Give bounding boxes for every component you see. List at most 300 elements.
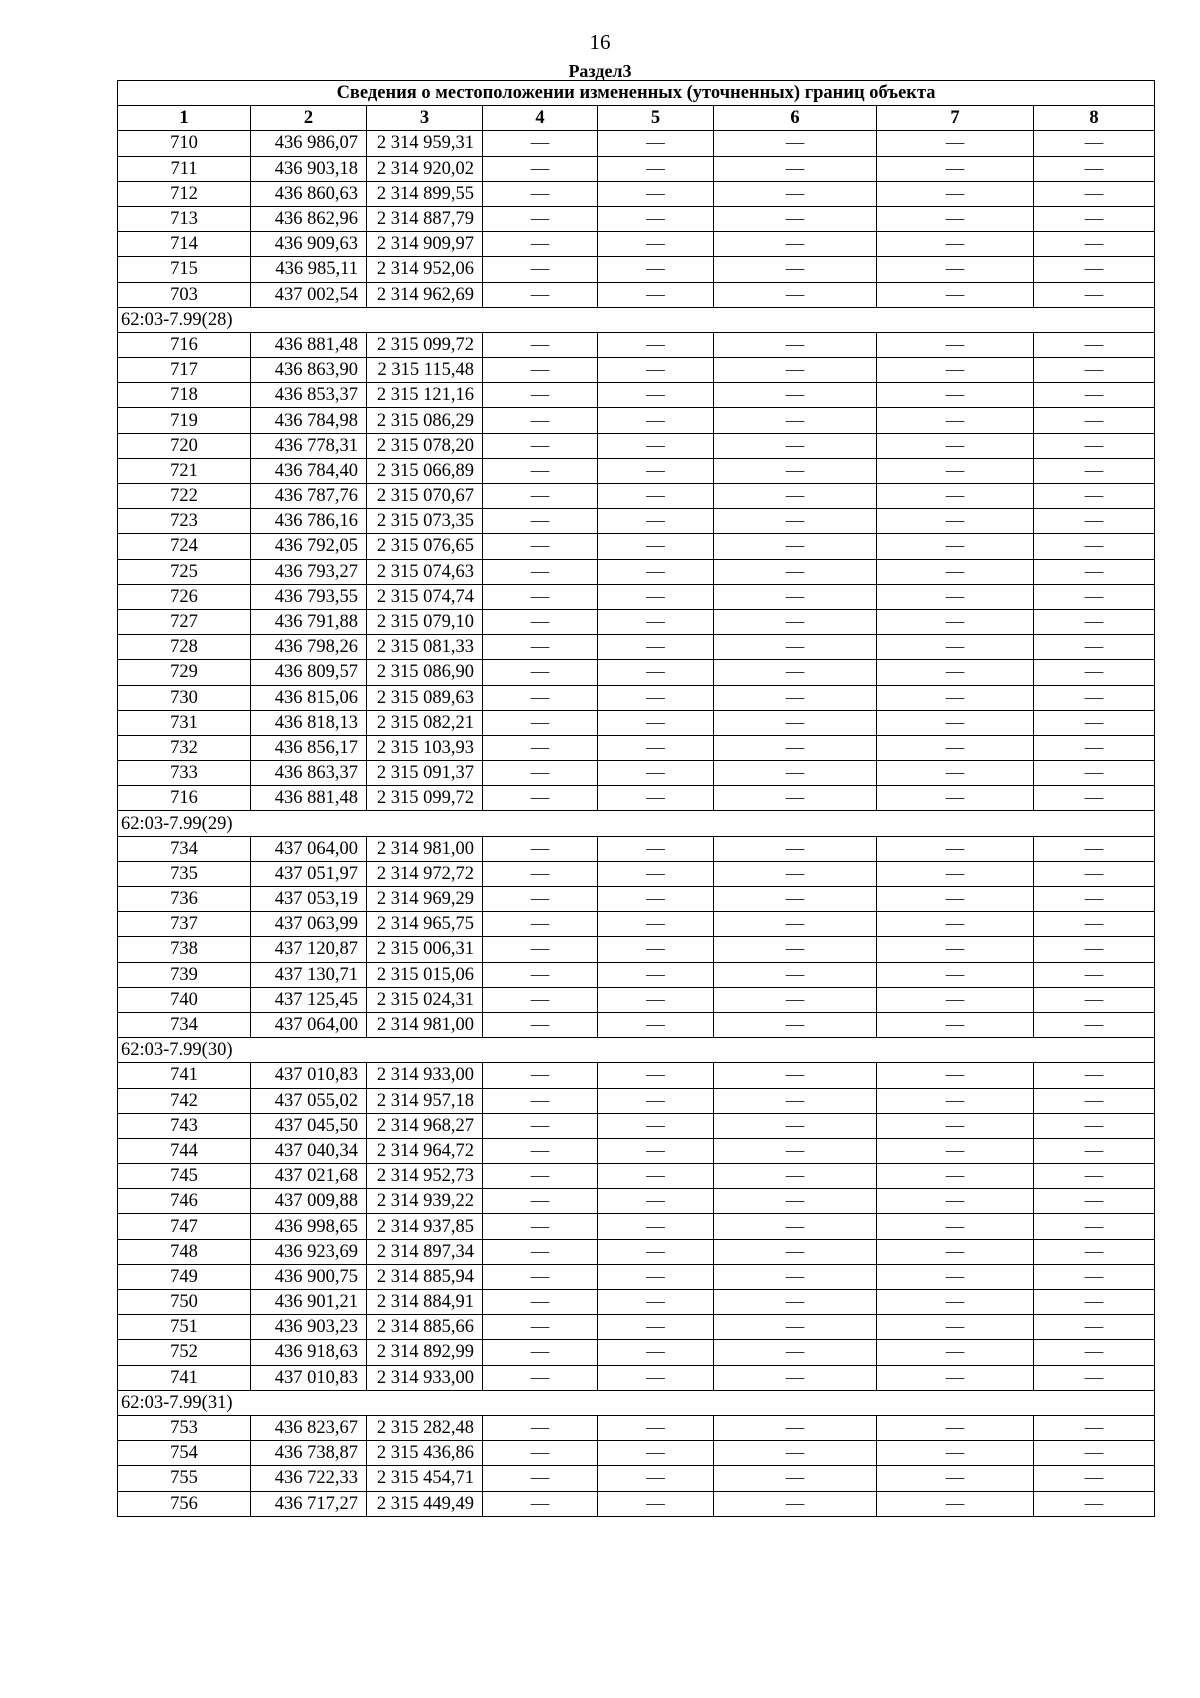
empty-value-dash: —	[877, 1138, 1034, 1163]
empty-value-dash: —	[598, 1164, 714, 1189]
table-row	[118, 1466, 1155, 1491]
empty-value-dash: —	[598, 232, 714, 257]
coord-x: 437 010,83	[251, 1365, 367, 1390]
coord-y: 2 314 885,94	[367, 1264, 483, 1289]
coord-y: 2 315 091,37	[367, 761, 483, 786]
empty-value-dash: —	[483, 1113, 598, 1138]
coord-y: 2 314 981,00	[367, 836, 483, 861]
empty-value-dash: —	[598, 332, 714, 357]
empty-value-dash: —	[877, 1315, 1034, 1340]
point-number: 734	[118, 836, 251, 861]
empty-value-dash: —	[714, 1214, 877, 1239]
point-number: 742	[118, 1088, 251, 1113]
empty-value-dash: —	[483, 1290, 598, 1315]
coord-y: 2 315 086,90	[367, 660, 483, 685]
table-row	[118, 1214, 1155, 1239]
point-number: 747	[118, 1214, 251, 1239]
empty-value-dash: —	[714, 131, 877, 156]
empty-value-dash: —	[598, 1138, 714, 1163]
point-number: 726	[118, 584, 251, 609]
empty-value-dash: —	[1034, 912, 1155, 937]
section-label: Раздел3	[568, 61, 632, 81]
point-number: 743	[118, 1113, 251, 1138]
empty-value-dash: —	[714, 1063, 877, 1088]
empty-value-dash: —	[877, 1063, 1034, 1088]
empty-value-dash: —	[1034, 458, 1155, 483]
empty-value-dash: —	[877, 232, 1034, 257]
empty-value-dash: —	[877, 534, 1034, 559]
empty-value-dash: —	[877, 408, 1034, 433]
empty-value-dash: —	[598, 1290, 714, 1315]
empty-value-dash: —	[1034, 1340, 1155, 1365]
point-number: 727	[118, 609, 251, 634]
empty-value-dash: —	[598, 1113, 714, 1138]
empty-value-dash: —	[714, 887, 877, 912]
empty-value-dash: —	[877, 635, 1034, 660]
coord-x: 436 818,13	[251, 710, 367, 735]
empty-value-dash: —	[714, 509, 877, 534]
empty-value-dash: —	[483, 433, 598, 458]
coord-x: 437 063,99	[251, 912, 367, 937]
coord-x: 436 784,40	[251, 458, 367, 483]
empty-value-dash: —	[1034, 559, 1155, 584]
point-number: 716	[118, 786, 251, 811]
table-row	[118, 156, 1155, 181]
coord-y: 2 314 892,99	[367, 1340, 483, 1365]
empty-value-dash: —	[483, 1491, 598, 1516]
coord-x: 437 064,00	[251, 836, 367, 861]
empty-value-dash: —	[877, 1239, 1034, 1264]
empty-value-dash: —	[877, 1012, 1034, 1037]
empty-value-dash: —	[1034, 584, 1155, 609]
point-number: 732	[118, 735, 251, 760]
empty-value-dash: —	[483, 206, 598, 231]
empty-value-dash: —	[483, 584, 598, 609]
empty-value-dash: —	[714, 1441, 877, 1466]
coord-x: 437 051,97	[251, 861, 367, 886]
table-row	[118, 408, 1155, 433]
coord-x: 436 815,06	[251, 685, 367, 710]
empty-value-dash: —	[877, 1189, 1034, 1214]
empty-value-dash: —	[1034, 1466, 1155, 1491]
empty-value-dash: —	[714, 987, 877, 1012]
point-number: 756	[118, 1491, 251, 1516]
empty-value-dash: —	[1034, 1264, 1155, 1289]
empty-value-dash: —	[1034, 635, 1155, 660]
coord-x: 436 798,26	[251, 635, 367, 660]
empty-value-dash: —	[877, 257, 1034, 282]
point-number: 737	[118, 912, 251, 937]
point-number: 731	[118, 710, 251, 735]
coord-y: 2 314 884,91	[367, 1290, 483, 1315]
empty-value-dash: —	[714, 1138, 877, 1163]
empty-value-dash: —	[877, 1466, 1034, 1491]
empty-value-dash: —	[877, 1290, 1034, 1315]
coord-y: 2 315 081,33	[367, 635, 483, 660]
coord-y: 2 314 933,00	[367, 1365, 483, 1390]
empty-value-dash: —	[714, 257, 877, 282]
column-header: 5	[598, 106, 714, 131]
empty-value-dash: —	[714, 1290, 877, 1315]
empty-value-dash: —	[877, 660, 1034, 685]
empty-value-dash: —	[1034, 1365, 1155, 1390]
table-row	[118, 1315, 1155, 1340]
empty-value-dash: —	[598, 1315, 714, 1340]
empty-value-dash: —	[714, 635, 877, 660]
empty-value-dash: —	[598, 206, 714, 231]
coord-x: 436 998,65	[251, 1214, 367, 1239]
coord-y: 2 314 899,55	[367, 181, 483, 206]
empty-value-dash: —	[483, 1164, 598, 1189]
table-row	[118, 1340, 1155, 1365]
empty-value-dash: —	[1034, 358, 1155, 383]
empty-value-dash: —	[877, 484, 1034, 509]
table-title: Сведения о местоположении измененных (уточненных) границ объекта	[118, 81, 1155, 106]
empty-value-dash: —	[483, 408, 598, 433]
empty-value-dash: —	[877, 584, 1034, 609]
empty-value-dash: —	[1034, 1012, 1155, 1037]
empty-value-dash: —	[598, 761, 714, 786]
empty-value-dash: —	[714, 232, 877, 257]
empty-value-dash: —	[877, 1113, 1034, 1138]
point-number: 740	[118, 987, 251, 1012]
empty-value-dash: —	[877, 1441, 1034, 1466]
column-header: 1	[118, 106, 251, 131]
coord-y: 2 314 981,00	[367, 1012, 483, 1037]
empty-value-dash: —	[714, 1315, 877, 1340]
empty-value-dash: —	[598, 735, 714, 760]
table-row	[118, 660, 1155, 685]
empty-value-dash: —	[483, 1012, 598, 1037]
table-row	[118, 1088, 1155, 1113]
empty-value-dash: —	[1034, 1063, 1155, 1088]
point-number: 738	[118, 937, 251, 962]
empty-value-dash: —	[714, 1164, 877, 1189]
empty-value-dash: —	[714, 937, 877, 962]
coord-x: 436 791,88	[251, 609, 367, 634]
empty-value-dash: —	[877, 786, 1034, 811]
empty-value-dash: —	[714, 685, 877, 710]
empty-value-dash: —	[1034, 1290, 1155, 1315]
table-row	[118, 1441, 1155, 1466]
point-number: 725	[118, 559, 251, 584]
coord-y: 2 315 436,86	[367, 1441, 483, 1466]
coord-y: 2 314 968,27	[367, 1113, 483, 1138]
point-number: 712	[118, 181, 251, 206]
empty-value-dash: —	[483, 1365, 598, 1390]
empty-value-dash: —	[1034, 1441, 1155, 1466]
empty-value-dash: —	[598, 710, 714, 735]
empty-value-dash: —	[1034, 206, 1155, 231]
point-number: 741	[118, 1365, 251, 1390]
table-row	[118, 131, 1155, 156]
table-row	[118, 635, 1155, 660]
empty-value-dash: —	[714, 1491, 877, 1516]
table-row	[118, 937, 1155, 962]
coord-y: 2 315 079,10	[367, 609, 483, 634]
empty-value-dash: —	[714, 1088, 877, 1113]
empty-value-dash: —	[714, 358, 877, 383]
table-row	[118, 887, 1155, 912]
empty-value-dash: —	[877, 156, 1034, 181]
coord-x: 437 053,19	[251, 887, 367, 912]
table-row	[118, 1239, 1155, 1264]
coord-y: 2 314 952,73	[367, 1164, 483, 1189]
coord-y: 2 315 066,89	[367, 458, 483, 483]
empty-value-dash: —	[483, 685, 598, 710]
table-row	[118, 1012, 1155, 1037]
empty-value-dash: —	[1034, 761, 1155, 786]
empty-value-dash: —	[483, 1466, 598, 1491]
empty-value-dash: —	[1034, 786, 1155, 811]
empty-value-dash: —	[598, 1088, 714, 1113]
table-row	[118, 559, 1155, 584]
column-header: 4	[483, 106, 598, 131]
table-row	[118, 685, 1155, 710]
point-number: 750	[118, 1290, 251, 1315]
point-number: 713	[118, 206, 251, 231]
empty-value-dash: —	[598, 559, 714, 584]
empty-value-dash: —	[598, 408, 714, 433]
coord-y: 2 315 024,31	[367, 987, 483, 1012]
coord-x: 437 010,83	[251, 1063, 367, 1088]
empty-value-dash: —	[1034, 1214, 1155, 1239]
table-row	[118, 1138, 1155, 1163]
coord-x: 437 009,88	[251, 1189, 367, 1214]
empty-value-dash: —	[483, 534, 598, 559]
point-number: 730	[118, 685, 251, 710]
empty-value-dash: —	[714, 282, 877, 307]
empty-value-dash: —	[598, 1466, 714, 1491]
table-row	[118, 282, 1155, 307]
point-number: 735	[118, 861, 251, 886]
coord-y: 2 314 957,18	[367, 1088, 483, 1113]
empty-value-dash: —	[877, 1214, 1034, 1239]
coord-x: 437 055,02	[251, 1088, 367, 1113]
table-row	[118, 458, 1155, 483]
empty-value-dash: —	[1034, 1189, 1155, 1214]
coord-x: 436 717,27	[251, 1491, 367, 1516]
empty-value-dash: —	[483, 383, 598, 408]
empty-value-dash: —	[598, 987, 714, 1012]
point-number: 710	[118, 131, 251, 156]
empty-value-dash: —	[877, 987, 1034, 1012]
empty-value-dash: —	[1034, 1491, 1155, 1516]
coord-y: 2 314 965,75	[367, 912, 483, 937]
empty-value-dash: —	[1034, 710, 1155, 735]
table-row	[118, 584, 1155, 609]
coord-x: 436 923,69	[251, 1239, 367, 1264]
table-row	[118, 861, 1155, 886]
empty-value-dash: —	[598, 786, 714, 811]
empty-value-dash: —	[483, 1239, 598, 1264]
empty-value-dash: —	[483, 861, 598, 886]
empty-value-dash: —	[877, 836, 1034, 861]
page-number: 16	[589, 30, 611, 54]
point-number: 729	[118, 660, 251, 685]
point-number: 714	[118, 232, 251, 257]
point-number: 734	[118, 1012, 251, 1037]
empty-value-dash: —	[483, 635, 598, 660]
empty-value-dash: —	[714, 332, 877, 357]
empty-value-dash: —	[1034, 1415, 1155, 1440]
coord-x: 437 021,68	[251, 1164, 367, 1189]
coord-y: 2 314 885,66	[367, 1315, 483, 1340]
group-header-row	[118, 811, 1155, 836]
empty-value-dash: —	[1034, 1315, 1155, 1340]
coord-y: 2 314 972,72	[367, 861, 483, 886]
table-row	[118, 987, 1155, 1012]
point-number: 752	[118, 1340, 251, 1365]
empty-value-dash: —	[877, 206, 1034, 231]
coord-y: 2 315 121,16	[367, 383, 483, 408]
table-row	[118, 786, 1155, 811]
empty-value-dash: —	[483, 1340, 598, 1365]
empty-value-dash: —	[1034, 509, 1155, 534]
empty-value-dash: —	[483, 761, 598, 786]
table-row	[118, 383, 1155, 408]
table-row	[118, 735, 1155, 760]
empty-value-dash: —	[1034, 181, 1155, 206]
point-number: 746	[118, 1189, 251, 1214]
coord-y: 2 314 952,06	[367, 257, 483, 282]
empty-value-dash: —	[598, 1189, 714, 1214]
empty-value-dash: —	[483, 332, 598, 357]
empty-value-dash: —	[877, 1088, 1034, 1113]
point-number: 754	[118, 1441, 251, 1466]
empty-value-dash: —	[1034, 887, 1155, 912]
point-number: 745	[118, 1164, 251, 1189]
empty-value-dash: —	[1034, 861, 1155, 886]
coord-x: 436 903,23	[251, 1315, 367, 1340]
table-row	[118, 358, 1155, 383]
empty-value-dash: —	[598, 1441, 714, 1466]
empty-value-dash: —	[598, 509, 714, 534]
coord-x: 436 900,75	[251, 1264, 367, 1289]
empty-value-dash: —	[877, 735, 1034, 760]
empty-value-dash: —	[877, 1415, 1034, 1440]
coord-x: 436 918,63	[251, 1340, 367, 1365]
coord-x: 437 064,00	[251, 1012, 367, 1037]
empty-value-dash: —	[1034, 1164, 1155, 1189]
coord-y: 2 315 099,72	[367, 332, 483, 357]
point-number: 739	[118, 962, 251, 987]
table-row	[118, 332, 1155, 357]
empty-value-dash: —	[714, 962, 877, 987]
empty-value-dash: —	[1034, 962, 1155, 987]
empty-value-dash: —	[714, 433, 877, 458]
coord-y: 2 315 086,29	[367, 408, 483, 433]
table-row	[118, 534, 1155, 559]
point-number: 721	[118, 458, 251, 483]
empty-value-dash: —	[714, 1012, 877, 1037]
point-number: 751	[118, 1315, 251, 1340]
empty-value-dash: —	[877, 559, 1034, 584]
empty-value-dash: —	[877, 458, 1034, 483]
empty-value-dash: —	[877, 962, 1034, 987]
table-row	[118, 257, 1155, 282]
coord-y: 2 315 076,65	[367, 534, 483, 559]
empty-value-dash: —	[598, 1340, 714, 1365]
empty-value-dash: —	[1034, 383, 1155, 408]
table-row	[118, 710, 1155, 735]
table-row	[118, 912, 1155, 937]
empty-value-dash: —	[483, 232, 598, 257]
parcel-group-label: 62:03-7.99(29)	[118, 811, 1155, 836]
coord-y: 2 315 115,48	[367, 358, 483, 383]
empty-value-dash: —	[877, 282, 1034, 307]
empty-value-dash: —	[483, 1441, 598, 1466]
empty-value-dash: —	[714, 735, 877, 760]
column-header: 2	[251, 106, 367, 131]
empty-value-dash: —	[1034, 484, 1155, 509]
coord-y: 2 314 964,72	[367, 1138, 483, 1163]
empty-value-dash: —	[714, 861, 877, 886]
empty-value-dash: —	[483, 887, 598, 912]
coord-x: 436 909,63	[251, 232, 367, 257]
coord-x: 437 120,87	[251, 937, 367, 962]
empty-value-dash: —	[483, 559, 598, 584]
empty-value-dash: —	[714, 609, 877, 634]
point-number: 718	[118, 383, 251, 408]
point-number: 749	[118, 1264, 251, 1289]
empty-value-dash: —	[598, 282, 714, 307]
empty-value-dash: —	[877, 1365, 1034, 1390]
coord-y: 2 315 074,63	[367, 559, 483, 584]
empty-value-dash: —	[1034, 408, 1155, 433]
point-number: 716	[118, 332, 251, 357]
empty-value-dash: —	[714, 408, 877, 433]
empty-value-dash: —	[877, 887, 1034, 912]
empty-value-dash: —	[598, 937, 714, 962]
empty-value-dash: —	[483, 257, 598, 282]
empty-value-dash: —	[714, 786, 877, 811]
parcel-group-label: 62:03-7.99(30)	[118, 1038, 1155, 1063]
table-row	[118, 836, 1155, 861]
empty-value-dash: —	[1034, 836, 1155, 861]
empty-value-dash: —	[483, 912, 598, 937]
point-number: 724	[118, 534, 251, 559]
empty-value-dash: —	[877, 1164, 1034, 1189]
group-header-row	[118, 1390, 1155, 1415]
parcel-group-label: 62:03-7.99(28)	[118, 307, 1155, 332]
coord-y: 2 314 887,79	[367, 206, 483, 231]
empty-value-dash: —	[598, 635, 714, 660]
table-row	[118, 609, 1155, 634]
empty-value-dash: —	[483, 1315, 598, 1340]
coord-x: 436 784,98	[251, 408, 367, 433]
empty-value-dash: —	[483, 937, 598, 962]
empty-value-dash: —	[483, 609, 598, 634]
coord-x: 436 985,11	[251, 257, 367, 282]
coord-y: 2 315 089,63	[367, 685, 483, 710]
empty-value-dash: —	[598, 383, 714, 408]
coord-x: 436 722,33	[251, 1466, 367, 1491]
empty-value-dash: —	[714, 534, 877, 559]
empty-value-dash: —	[1034, 1239, 1155, 1264]
table-header-row	[118, 106, 1155, 131]
table-row	[118, 962, 1155, 987]
empty-value-dash: —	[483, 1088, 598, 1113]
table-row	[118, 484, 1155, 509]
column-header: 7	[877, 106, 1034, 131]
empty-value-dash: —	[877, 358, 1034, 383]
empty-value-dash: —	[1034, 735, 1155, 760]
empty-value-dash: —	[598, 156, 714, 181]
coord-y: 2 314 939,22	[367, 1189, 483, 1214]
empty-value-dash: —	[598, 1415, 714, 1440]
empty-value-dash: —	[598, 181, 714, 206]
